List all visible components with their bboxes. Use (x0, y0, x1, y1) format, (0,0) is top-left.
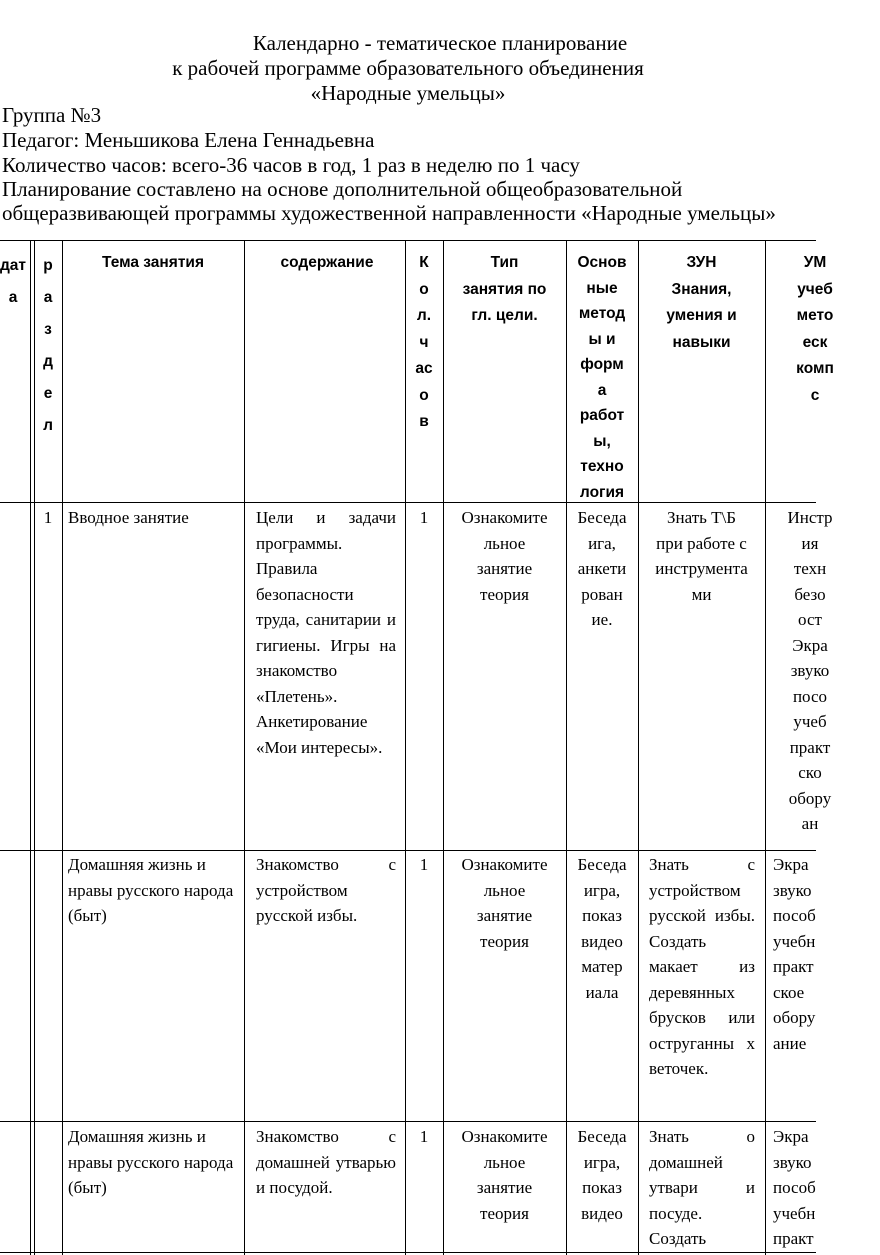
header-section: р а з д е л (43, 257, 53, 434)
hours-line: Количество часов: всего-36 часов в год, 1 раз в неделю по 1 часу (2, 153, 580, 177)
col-border (62, 240, 63, 1255)
document-title-line3: «Народные умельцы» (310, 81, 506, 105)
document-title-line1: Календарно - тематическое планирование (252, 31, 628, 55)
header-count: К о л. ч ас о в (415, 254, 433, 430)
row3-type: Ознакомите льное занятие теория (461, 1127, 548, 1223)
col-border (443, 240, 444, 1255)
row3-count: 1 (419, 1127, 429, 1146)
row2-umk: Экра звуко пособ учебн практ ское обору ание (773, 855, 816, 1053)
group-line: Группа №3 (2, 103, 102, 127)
header-umk: УМ учеб мето еск комп с (796, 254, 834, 404)
row1-umk: Инстр ия техн безо ост Экра звуко посо учеб практ ско обору ан (787, 508, 833, 833)
table-bottom-border (0, 1252, 816, 1253)
header-bottom-border (0, 502, 816, 503)
row3-methods: Беседа игра, показ видео (577, 1127, 627, 1223)
row2-topic: Домашняя жизнь и нравы русского народа (быт) (68, 855, 234, 925)
row1-section: 1 (43, 508, 53, 527)
row2-count: 1 (419, 855, 429, 874)
header-methods: Основ ные метод ы и форм а работ ы, техно логия (577, 254, 627, 501)
row3-content: Знакомство с домашней утварью и посудой. (256, 1127, 396, 1197)
row3-topic: Домашняя жизнь и нравы русского народа (быт) (68, 1127, 234, 1197)
row3-zun: Знать о домашней утвари и посуде. Создать (649, 1127, 755, 1248)
table-top-border (0, 240, 816, 241)
row2-content: Знакомство с устройством русской избы. (256, 855, 396, 925)
plan-line1: Планирование составлено на основе дополнительной общеобразовательной (2, 177, 683, 201)
row1-methods: Беседа ига, анкети рован ие. (577, 508, 627, 629)
row2-bottom-border (0, 1121, 816, 1122)
col-border (30, 240, 31, 1255)
header-zun: ЗУН Знания, умения и навыки (666, 254, 737, 351)
row1-count: 1 (419, 508, 429, 527)
row1-zun: Знать Т\Б при работе с инструмента ми (655, 508, 748, 604)
row2-methods: Беседа игра, показ видео матер иала (577, 855, 627, 1002)
col-border (638, 240, 639, 1255)
row1-topic: Вводное занятие (68, 508, 189, 527)
row1-bottom-border (0, 850, 816, 851)
row2-type: Ознакомите льное занятие теория (461, 855, 548, 951)
header-date: дат а (0, 257, 27, 306)
row2-zun: Знать с устройством русской избы. Создать макает из деревянных брусков или оструганны х веточек. (649, 855, 755, 1078)
header-type: Тип занятия по гл. цели. (462, 254, 547, 324)
row3-umk: Экра звуко пособ учебн практ (773, 1127, 816, 1248)
plan-line2: общеразвивающей программы художественной направленности «Народные умельцы» (2, 201, 776, 225)
header-topic: Тема занятия (102, 254, 204, 271)
row1-type: Ознакомите льное занятие теория (461, 508, 548, 604)
row1-content: Цели и задачи программы. Правила безопасности труда, санитарии и гигиены. Игры на знакомство «Плетень». Анкетирование «Мои интересы». (256, 508, 396, 757)
document-title-line2: к рабочей программе образовательного объединения (172, 56, 644, 80)
teacher-line: Педагог: Меньшикова Елена Геннадьевна (2, 128, 375, 152)
header-content: содержание (280, 254, 374, 271)
col-border (244, 240, 245, 1255)
